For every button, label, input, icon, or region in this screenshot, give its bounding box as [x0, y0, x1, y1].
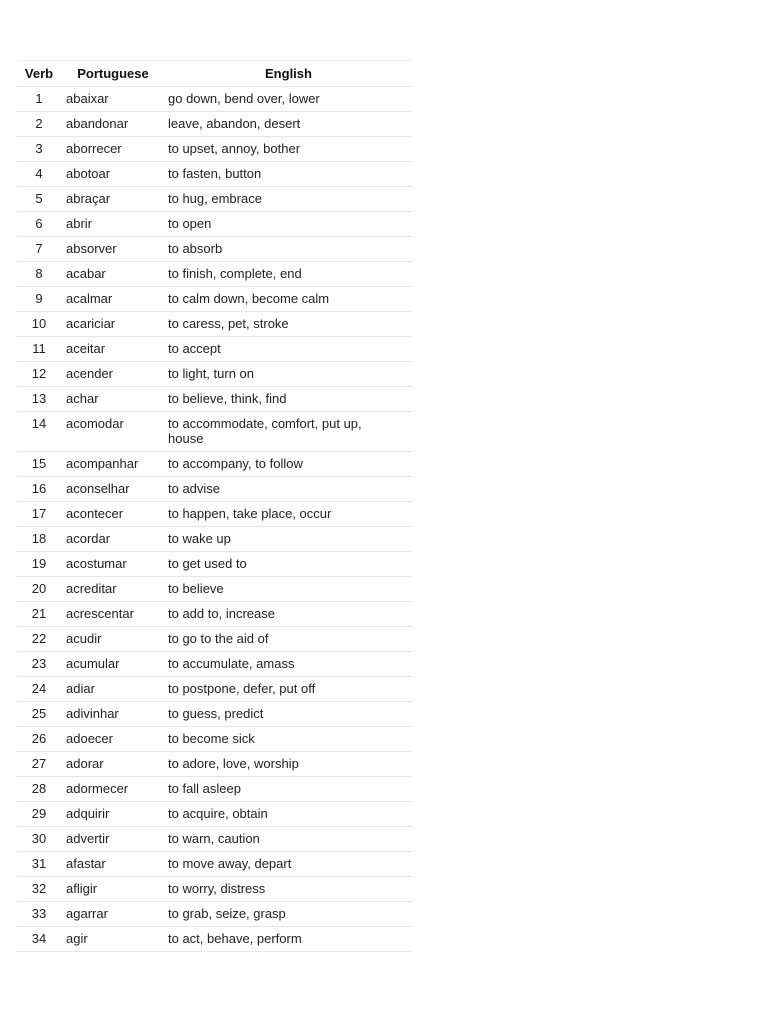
english-translation: to fall asleep [165, 777, 412, 802]
portuguese-verb: advertir [61, 827, 165, 852]
verb-number: 1 [17, 87, 61, 112]
portuguese-verb: adorar [61, 752, 165, 777]
english-translation: to warn, caution [165, 827, 412, 852]
table-row [17, 727, 412, 752]
english-translation: to grab, seize, grasp [165, 902, 412, 927]
header-row [17, 61, 412, 87]
table-row [17, 412, 412, 452]
table-row [17, 162, 412, 187]
table-row [17, 752, 412, 777]
table-row [17, 212, 412, 237]
portuguese-verb: aceitar [61, 337, 165, 362]
table-row [17, 502, 412, 527]
portuguese-verb: acalmar [61, 287, 165, 312]
verb-number: 19 [17, 552, 61, 577]
english-translation: to finish, complete, end [165, 262, 412, 287]
table-row [17, 552, 412, 577]
english-translation: to accept [165, 337, 412, 362]
table-header [17, 61, 412, 87]
table-row [17, 652, 412, 677]
english-translation: to acquire, obtain [165, 802, 412, 827]
verb-number: 21 [17, 602, 61, 627]
verb-number: 28 [17, 777, 61, 802]
verb-number: 14 [17, 412, 61, 452]
portuguese-verb: acariciar [61, 312, 165, 337]
english-translation: to accommodate, comfort, put up, house [165, 412, 412, 452]
portuguese-verb: aborrecer [61, 137, 165, 162]
verb-number: 5 [17, 187, 61, 212]
verb-number: 29 [17, 802, 61, 827]
english-translation: to advise [165, 477, 412, 502]
portuguese-verb: absorver [61, 237, 165, 262]
portuguese-verb: abaixar [61, 87, 165, 112]
verb-number: 32 [17, 877, 61, 902]
document-page [17, 60, 412, 952]
english-translation: to wake up [165, 527, 412, 552]
english-translation: to adore, love, worship [165, 752, 412, 777]
table-row [17, 627, 412, 652]
table-row [17, 602, 412, 627]
portuguese-verb: achar [61, 387, 165, 412]
portuguese-verb: adiar [61, 677, 165, 702]
english-translation: to postpone, defer, put off [165, 677, 412, 702]
table-row [17, 677, 412, 702]
table-row [17, 287, 412, 312]
portuguese-verb: abrir [61, 212, 165, 237]
english-translation: to move away, depart [165, 852, 412, 877]
table-row [17, 777, 412, 802]
table-row [17, 112, 412, 137]
table-row [17, 362, 412, 387]
verb-number: 16 [17, 477, 61, 502]
portuguese-verb: adormecer [61, 777, 165, 802]
english-translation: to upset, annoy, bother [165, 137, 412, 162]
english-translation: to accumulate, amass [165, 652, 412, 677]
english-translation: to believe [165, 577, 412, 602]
english-translation: to hug, embrace [165, 187, 412, 212]
table-row [17, 877, 412, 902]
portuguese-verb: acreditar [61, 577, 165, 602]
portuguese-verb: acrescentar [61, 602, 165, 627]
english-translation: to fasten, button [165, 162, 412, 187]
verb-number: 17 [17, 502, 61, 527]
portuguese-verb: acumular [61, 652, 165, 677]
verb-number: 34 [17, 927, 61, 952]
table-row [17, 387, 412, 412]
portuguese-verb: acomodar [61, 412, 165, 452]
english-translation: to get used to [165, 552, 412, 577]
portuguese-verb: agarrar [61, 902, 165, 927]
verb-number: 26 [17, 727, 61, 752]
table-row [17, 852, 412, 877]
verb-number: 20 [17, 577, 61, 602]
english-translation: to guess, predict [165, 702, 412, 727]
verb-number: 30 [17, 827, 61, 852]
verb-number: 9 [17, 287, 61, 312]
english-translation: to act, behave, perform [165, 927, 412, 952]
table-row [17, 577, 412, 602]
portuguese-verb: acompanhar [61, 452, 165, 477]
table-row [17, 337, 412, 362]
verb-number: 23 [17, 652, 61, 677]
verb-number: 13 [17, 387, 61, 412]
english-translation: to happen, take place, occur [165, 502, 412, 527]
verb-number: 8 [17, 262, 61, 287]
table-body [17, 87, 412, 952]
english-translation: go down, bend over, lower [165, 87, 412, 112]
verb-number: 10 [17, 312, 61, 337]
english-translation: to worry, distress [165, 877, 412, 902]
verb-number: 15 [17, 452, 61, 477]
table-row [17, 527, 412, 552]
verb-table [17, 60, 412, 952]
portuguese-verb: abandonar [61, 112, 165, 137]
table-row [17, 927, 412, 952]
verb-number: 27 [17, 752, 61, 777]
table-row [17, 312, 412, 337]
english-translation: to absorb [165, 237, 412, 262]
table-row [17, 137, 412, 162]
header-verb: Verb [17, 61, 61, 87]
verb-number: 2 [17, 112, 61, 137]
verb-number: 4 [17, 162, 61, 187]
table-row [17, 902, 412, 927]
portuguese-verb: afastar [61, 852, 165, 877]
table-row [17, 187, 412, 212]
english-translation: to go to the aid of [165, 627, 412, 652]
verb-number: 31 [17, 852, 61, 877]
english-translation: to become sick [165, 727, 412, 752]
portuguese-verb: acudir [61, 627, 165, 652]
verb-number: 18 [17, 527, 61, 552]
verb-number: 12 [17, 362, 61, 387]
portuguese-verb: abotoar [61, 162, 165, 187]
portuguese-verb: acordar [61, 527, 165, 552]
verb-number: 11 [17, 337, 61, 362]
portuguese-verb: adivinhar [61, 702, 165, 727]
table-row [17, 827, 412, 852]
portuguese-verb: acostumar [61, 552, 165, 577]
portuguese-verb: acabar [61, 262, 165, 287]
verb-number: 25 [17, 702, 61, 727]
header-portuguese: Portuguese [61, 61, 165, 87]
english-translation: to light, turn on [165, 362, 412, 387]
table-row [17, 477, 412, 502]
portuguese-verb: acontecer [61, 502, 165, 527]
portuguese-verb: aconselhar [61, 477, 165, 502]
table-row [17, 702, 412, 727]
verb-number: 7 [17, 237, 61, 262]
table-row [17, 237, 412, 262]
english-translation: to accompany, to follow [165, 452, 412, 477]
english-translation: to believe, think, find [165, 387, 412, 412]
header-english: English [165, 61, 412, 87]
verb-number: 3 [17, 137, 61, 162]
portuguese-verb: adoecer [61, 727, 165, 752]
verb-number: 6 [17, 212, 61, 237]
table-row [17, 87, 412, 112]
portuguese-verb: adquirir [61, 802, 165, 827]
table-row [17, 802, 412, 827]
verb-number: 33 [17, 902, 61, 927]
table-row [17, 262, 412, 287]
portuguese-verb: abraçar [61, 187, 165, 212]
english-translation: to open [165, 212, 412, 237]
verb-number: 24 [17, 677, 61, 702]
portuguese-verb: acender [61, 362, 165, 387]
english-translation: to add to, increase [165, 602, 412, 627]
portuguese-verb: afligir [61, 877, 165, 902]
english-translation: to calm down, become calm [165, 287, 412, 312]
portuguese-verb: agir [61, 927, 165, 952]
table-row [17, 452, 412, 477]
english-translation: to caress, pet, stroke [165, 312, 412, 337]
verb-number: 22 [17, 627, 61, 652]
english-translation: leave, abandon, desert [165, 112, 412, 137]
